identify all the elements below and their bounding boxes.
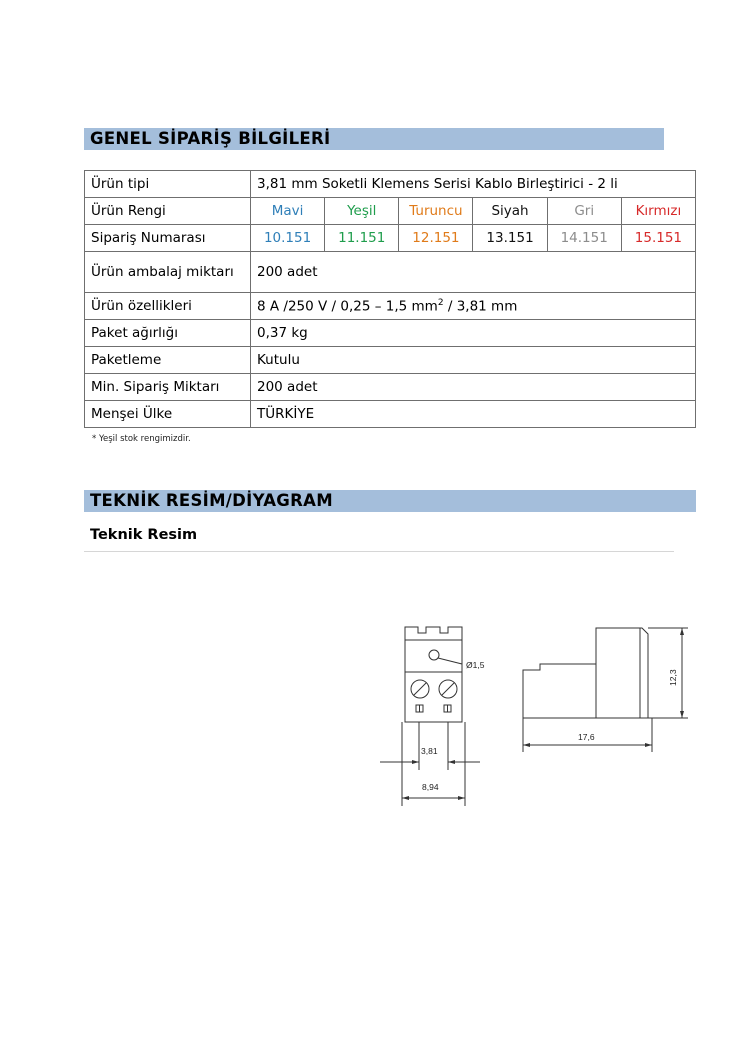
packing-label: Paketleme bbox=[85, 347, 251, 374]
front-arrows bbox=[402, 760, 465, 800]
hole-icon bbox=[429, 650, 439, 660]
packaging-qty-value: 200 adet bbox=[251, 252, 696, 293]
front-view bbox=[380, 627, 480, 806]
height-dimension: 12,3 bbox=[668, 669, 678, 686]
subsection-title: Teknik Resim bbox=[90, 527, 198, 543]
width-dimension: 8,94 bbox=[422, 782, 439, 792]
color-name-siyah: Siyah bbox=[473, 198, 547, 225]
package-weight-label: Paket ağırlığı bbox=[85, 320, 251, 347]
footnote: * Yeşil stok rengimizdir. bbox=[92, 434, 191, 444]
features-value-sup: 2 bbox=[437, 297, 444, 308]
color-name-kirmizi: Kırmızı bbox=[621, 198, 695, 225]
section-title-genel: GENEL SİPARİŞ BİLGİLERİ bbox=[84, 128, 664, 150]
origin-value: TÜRKİYE bbox=[251, 401, 696, 428]
features-value-suffix: / 3,81 mm bbox=[443, 298, 518, 315]
origin-label: Menşei Ülke bbox=[85, 401, 251, 428]
order-number-label: Sipariş Numarası bbox=[85, 225, 251, 252]
features-label: Ürün özellikleri bbox=[85, 293, 251, 320]
side-arrows bbox=[523, 628, 684, 747]
color-name-turuncu: Turuncu bbox=[399, 198, 473, 225]
min-order-value: 200 adet bbox=[251, 374, 696, 401]
order-code-gri: 14.151 bbox=[547, 225, 621, 252]
order-code-yesil: 11.151 bbox=[325, 225, 399, 252]
length-dimension: 17,6 bbox=[578, 732, 595, 742]
order-code-mavi: 10.151 bbox=[251, 225, 325, 252]
package-weight-value: 0,37 kg bbox=[251, 320, 696, 347]
packing-value: Kutulu bbox=[251, 347, 696, 374]
features-value-main: 8 A /250 V / 0,25 – 1,5 mm bbox=[257, 298, 438, 315]
min-order-label: Min. Sipariş Miktarı bbox=[85, 374, 251, 401]
color-name-gri: Gri bbox=[547, 198, 621, 225]
order-code-kirmizi: 15.151 bbox=[621, 225, 695, 252]
pitch-dimension: 3,81 bbox=[421, 746, 438, 756]
color-label: Ürün Rengi bbox=[85, 198, 251, 225]
product-type-value: 3,81 mm Soketli Klemens Serisi Kablo Birleştirici - 2 li bbox=[251, 171, 696, 198]
side-view bbox=[523, 628, 688, 752]
section-title-teknik: TEKNİK RESİM/DİYAGRAM bbox=[84, 490, 696, 512]
hole-dimension: Ø1,5 bbox=[466, 660, 485, 670]
product-type-label: Ürün tipi bbox=[85, 171, 251, 198]
order-code-siyah: 13.151 bbox=[473, 225, 547, 252]
color-name-yesil: Yeşil bbox=[325, 198, 399, 225]
color-name-mavi: Mavi bbox=[251, 198, 325, 225]
packaging-qty-label: Ürün ambalaj miktarı bbox=[85, 252, 251, 293]
order-code-turuncu: 12.151 bbox=[399, 225, 473, 252]
